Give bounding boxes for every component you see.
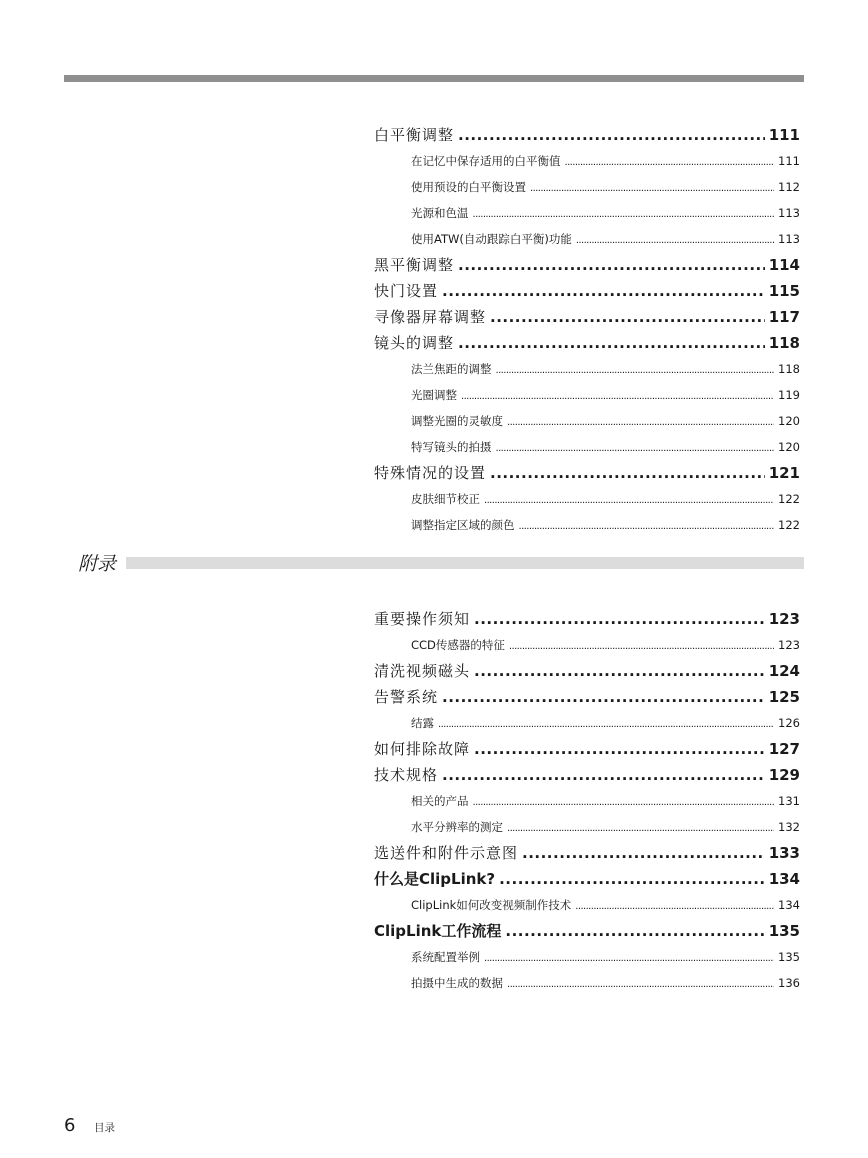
toc-subentry[interactable] xyxy=(374,408,800,434)
toc-entry-page: 134 xyxy=(768,870,800,888)
toc-entry-title: 寻像器屏幕调整 xyxy=(374,308,487,326)
dot-leader xyxy=(507,410,774,436)
toc-entry-page: 112 xyxy=(778,180,800,194)
toc-entry-title: 特殊情况的设置 xyxy=(374,464,487,482)
dot-leader xyxy=(484,946,774,972)
dot-leader xyxy=(474,606,765,632)
dot-leader xyxy=(499,866,765,892)
dot-leader xyxy=(576,228,774,254)
toc-entry-title: 光圈调整 xyxy=(411,388,457,402)
toc-entry[interactable] xyxy=(374,736,800,762)
dot-leader xyxy=(505,918,764,944)
toc-entry-title: CCD传感器的特征 xyxy=(411,638,505,652)
dot-leader xyxy=(474,736,765,762)
dot-leader xyxy=(496,436,775,462)
toc-entry-page: 124 xyxy=(768,662,800,680)
toc-entry-title: 相关的产品 xyxy=(411,794,469,808)
dot-leader xyxy=(507,816,774,842)
toc-entry-title: 结露 xyxy=(411,716,434,730)
section-title: 附录 xyxy=(64,552,126,576)
toc-entry-page: 123 xyxy=(768,610,800,628)
toc-entry-page: 136 xyxy=(778,976,800,990)
toc-entry[interactable] xyxy=(374,278,800,304)
toc-entry-title: 调整指定区域的颜色 xyxy=(411,518,515,532)
toc-entry-title: 黑平衡调整 xyxy=(374,256,455,274)
toc-entry-page: 133 xyxy=(768,844,800,862)
toc-entry-page: 118 xyxy=(768,334,800,352)
toc-part-1 xyxy=(374,122,800,538)
dot-leader xyxy=(484,488,774,514)
toc-subentry[interactable] xyxy=(374,512,800,538)
toc-entry-page: 135 xyxy=(778,950,800,964)
toc-entry[interactable] xyxy=(374,330,800,356)
dot-leader xyxy=(490,304,765,330)
toc-entry-title: 皮肤细节校正 xyxy=(411,492,480,506)
dot-leader xyxy=(442,684,765,710)
toc-entry-page: 134 xyxy=(778,898,800,912)
toc-entry-page: 113 xyxy=(778,232,800,246)
dot-leader xyxy=(458,122,765,148)
toc-entry-title: 拍摄中生成的数据 xyxy=(411,976,503,990)
toc-subentry[interactable] xyxy=(374,892,800,918)
top-rule xyxy=(64,75,804,82)
toc-subentry[interactable] xyxy=(374,226,800,252)
toc-entry-title: 如何排除故障 xyxy=(374,740,471,758)
toc-entry-page: 120 xyxy=(778,440,800,454)
dot-leader xyxy=(496,358,775,384)
footer-label: 目录 xyxy=(94,1122,115,1134)
toc-entry-title: ClipLink如何改变视频制作技术 xyxy=(411,898,572,912)
toc-entry-page: 117 xyxy=(768,308,800,326)
toc-entry-title: 在记忆中保存适用的白平衡值 xyxy=(411,154,561,168)
dot-leader xyxy=(575,894,774,920)
toc-entry-title: 技术规格 xyxy=(374,766,439,784)
toc-entry-page: 126 xyxy=(778,716,800,730)
dot-leader xyxy=(473,202,775,228)
dot-leader xyxy=(461,384,774,410)
dot-leader xyxy=(458,330,765,356)
toc-entry[interactable] xyxy=(374,304,800,330)
toc-entry-title: 什么是ClipLink? xyxy=(374,870,496,888)
toc-entry-page: 135 xyxy=(768,922,800,940)
toc-entry-title: 告警系统 xyxy=(374,688,439,706)
toc-subentry[interactable] xyxy=(374,200,800,226)
dot-leader xyxy=(522,840,765,866)
toc-entry-title: 镜头的调整 xyxy=(374,334,455,352)
dot-leader xyxy=(519,514,775,540)
toc-subentry[interactable] xyxy=(374,174,800,200)
toc-entry-title: 法兰焦距的调整 xyxy=(411,362,492,376)
toc-subentry[interactable] xyxy=(374,486,800,512)
toc-subentry[interactable] xyxy=(374,382,800,408)
toc-entry-page: 121 xyxy=(768,464,800,482)
toc-entry-title: 水平分辨率的测定 xyxy=(411,820,503,834)
toc-entry[interactable] xyxy=(374,460,800,486)
toc-entry[interactable] xyxy=(374,866,800,892)
dot-leader xyxy=(530,176,774,202)
toc-entry-page: 127 xyxy=(768,740,800,758)
toc-entry[interactable] xyxy=(374,762,800,788)
toc-subentry[interactable] xyxy=(374,148,800,174)
toc-entry[interactable] xyxy=(374,658,800,684)
toc-entry-title: 选送件和附件示意图 xyxy=(374,844,519,862)
toc-entry-page: 131 xyxy=(778,794,800,808)
toc-subentry[interactable] xyxy=(374,710,800,736)
toc-entry-title: 快门设置 xyxy=(374,282,439,300)
toc-part-2 xyxy=(374,606,800,996)
toc-entry-title: 系统配置举例 xyxy=(411,950,480,964)
toc-subentry[interactable] xyxy=(374,788,800,814)
dot-leader xyxy=(473,790,775,816)
dot-leader xyxy=(474,658,765,684)
toc-entry-page: 120 xyxy=(778,414,800,428)
toc-entry-page: 113 xyxy=(778,206,800,220)
toc-entry[interactable] xyxy=(374,252,800,278)
toc-entry-page: 111 xyxy=(768,126,800,144)
toc-entry[interactable] xyxy=(374,606,800,632)
dot-leader xyxy=(458,252,765,278)
section-band xyxy=(64,557,804,569)
dot-leader xyxy=(442,762,765,788)
toc-entry[interactable] xyxy=(374,122,800,148)
toc-subentry[interactable] xyxy=(374,944,800,970)
toc-entry-title: 使用预设的白平衡设置 xyxy=(411,180,526,194)
toc-entry-page: 122 xyxy=(778,492,800,506)
toc-subentry[interactable] xyxy=(374,970,800,996)
toc-subentry[interactable] xyxy=(374,814,800,840)
toc-entry[interactable] xyxy=(374,840,800,866)
toc-entry-page: 119 xyxy=(778,388,800,402)
toc-entry-title: 重要操作须知 xyxy=(374,610,471,628)
toc-entry-title: 光源和色温 xyxy=(411,206,469,220)
dot-leader xyxy=(565,150,775,176)
page-number: 6 xyxy=(64,1115,76,1136)
toc-entry-title: 特写镜头的拍摄 xyxy=(411,440,492,454)
dot-leader xyxy=(438,712,774,738)
toc-entry-page: 114 xyxy=(768,256,800,274)
toc-subentry[interactable] xyxy=(374,632,800,658)
toc-entry-page: 129 xyxy=(768,766,800,784)
toc-entry[interactable] xyxy=(374,684,800,710)
toc-entry-title: 使用ATW(自动跟踪白平衡)功能 xyxy=(411,232,572,246)
toc-entry-page: 118 xyxy=(778,362,800,376)
toc-entry-page: 115 xyxy=(768,282,800,300)
toc-entry-title: 清洗视频磁头 xyxy=(374,662,471,680)
toc-entry-title: 调整光圈的灵敏度 xyxy=(411,414,503,428)
toc-entry-page: 123 xyxy=(778,638,800,652)
dot-leader xyxy=(507,972,774,998)
toc-entry-page: 125 xyxy=(768,688,800,706)
toc-entry-title: 白平衡调整 xyxy=(374,126,455,144)
toc-subentry[interactable] xyxy=(374,434,800,460)
toc-entry-page: 111 xyxy=(778,154,800,168)
dot-leader xyxy=(490,460,765,486)
toc-entry-title: ClipLink工作流程 xyxy=(374,922,502,940)
dot-leader xyxy=(442,278,765,304)
toc-entry-page: 132 xyxy=(778,820,800,834)
toc-subentry[interactable] xyxy=(374,356,800,382)
toc-entry[interactable] xyxy=(374,918,800,944)
toc-entry-page: 122 xyxy=(778,518,800,532)
dot-leader xyxy=(509,634,774,660)
